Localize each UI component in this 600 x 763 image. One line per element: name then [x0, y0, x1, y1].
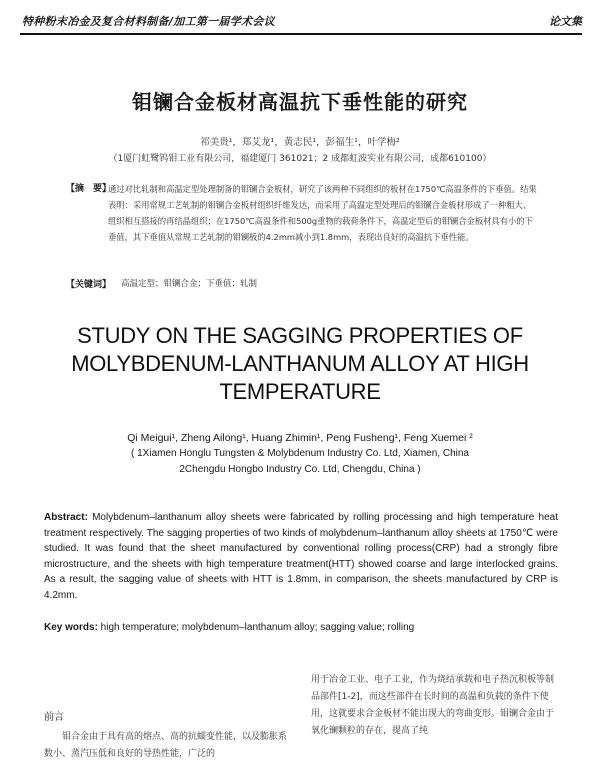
authors-english: Qi Meigui¹, Zheng Ailong¹, Huang Zhimin¹, Peng Fusheng¹, Feng Xuemei ²	[127, 432, 473, 444]
abstract-chinese: 通过对比轧制和高温定型处理制备的钼镧合金板材，研究了该两种不同组织的板材在1750℃高温条件的下垂值。结果表明：采用常规工艺轧制的钼镧合金板材组织纤维发达，而采用了高温定型处理后的钼镧合金板材形成了一种粗大、组织相互搭接的再结晶组织；在1750℃高温条件和500g重物的载荷条件下，高温定型后的钼镧合金板材具有小的下垂值，其下垂值从常规工艺轧制的钼镧板的4.2mm减小到1.8mm，表现出良好的高温抗下垂性能。	[108, 184, 537, 242]
keywords-english-text: high temperature; molybdenum–lanthanum alloy; sagging value; rolling	[97, 622, 415, 633]
title-chinese: 钼镧合金板材高温抗下垂性能的研究	[132, 90, 468, 114]
abstract-english-label: Abstract:	[44, 512, 88, 523]
abstract-english-text: Molybdenum–lanthanum alloy sheets were fabricated by rolling processing and high temperature heat treatment respectively. The sagging properties of two kinds of molybdenum–lanthanum alloy sheets at 1750℃ were studied. It was found that the sheet manufactured by conventional rolling process(CRP) had a strongly fibre microstructure, and the sheets with high temperature treatment(HTT) showed coarse and large interlocked grains. As a result, the sagging value of sheets with HTT is 1.8mm, in comparison, the sheets manufactured by CRP is 4.2mm.	[44, 512, 558, 601]
section-heading-introduction: 前言	[44, 712, 64, 723]
header-rule	[20, 33, 582, 35]
keywords-chinese-label: 【关键词】	[66, 280, 112, 290]
affiliation-english-1: ( 1Xiamen Honglu Tungsten & Molybdenum Industry Co. Ltd, Xiamen, China	[131, 448, 469, 459]
running-header-journal: 特种粉末冶金及复合材料制备/加工第一届学术会议	[22, 15, 275, 28]
body-text-left-column: 钼合金由于具有高的熔点、高的抗蠕变性能，以及膨胀系数小、蒸汽压低和良好的导热性能，广泛的	[44, 732, 288, 759]
affiliation-chinese: （1厦门虹鹭钨钼工业有限公司，福建厦门 361021；2 成都虹波实业有限公司，成都610100）	[108, 154, 492, 164]
affiliation-english-2: 2Chengdu Hongbo Industry Co. Ltd, Chengdu, China )	[179, 464, 421, 475]
authors-chinese: 祁美贵¹，郑艾龙¹，黄志民¹，彭福生¹，叶学梅²	[200, 137, 400, 148]
body-text-right-column: 用于冶金工业、电子工业，作为烧结承载和电子热沉积板等制品部件[1-2]，而这些部件在长时间的高温和负载的条件下使用，这就要求合金板材不能出现大的弯曲变形。钼镧合金由于氧化镧颗粒的存在，提高了纯	[311, 675, 555, 736]
abstract-chinese-label: 【摘 要】	[66, 184, 112, 194]
keywords-chinese: 高温定型；钼镧合金；下垂值；轧制	[121, 279, 258, 289]
abstract-english	[44, 510, 558, 603]
title-english: STUDY ON THE SAGGING PROPERTIES OF MOLYBDENUM-LANTHANUM ALLOY AT HIGH TEMPERATURE	[71, 323, 529, 404]
keywords-english	[44, 622, 414, 633]
running-header-section: 论文集	[549, 15, 582, 28]
keywords-english-label: Key words:	[44, 622, 98, 633]
